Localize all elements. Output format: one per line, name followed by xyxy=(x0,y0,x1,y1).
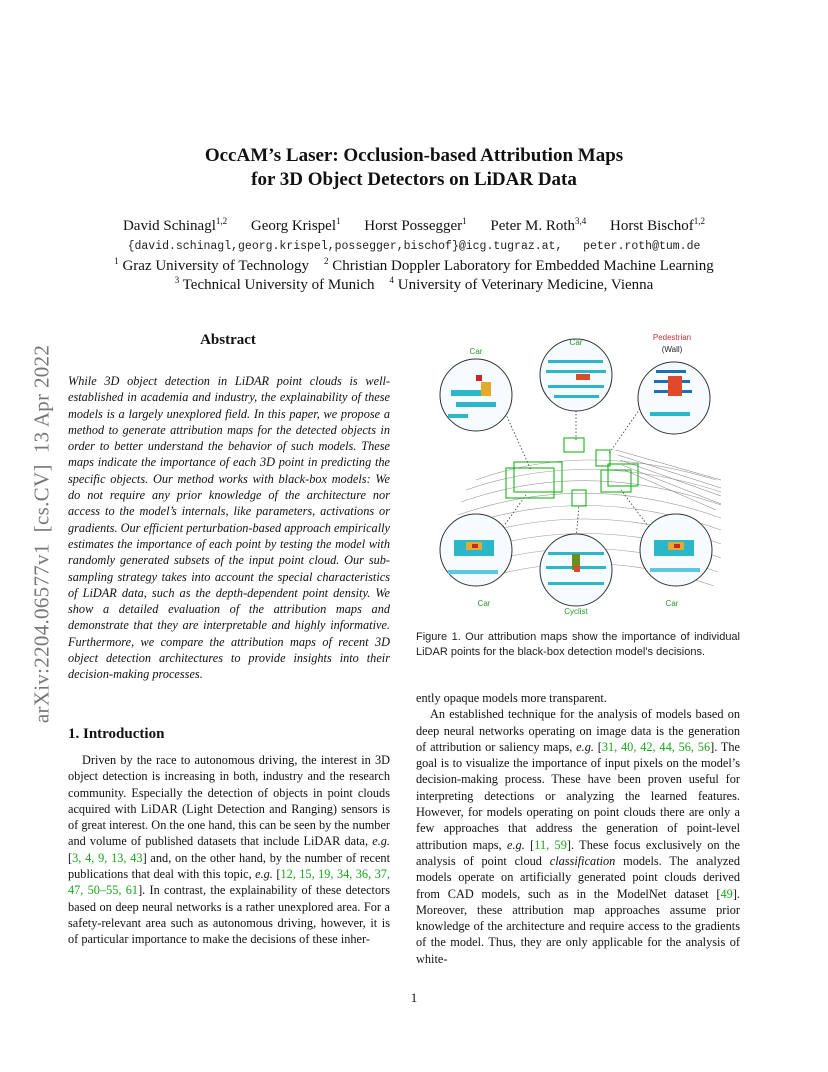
affiliation-line-2: $^3$ Technical University of Munich $^4$ University of Veterinary Medicine, Vienna xyxy=(174,275,654,293)
author-emails: {david.schinagl,georg.krispel,possegger,bischof}@icg.tugraz.at, peter.roth@tum.de xyxy=(127,240,701,253)
text-run: Driven by the race to autonomous driving, the interest in 3D object detection is increasing in both, industry and the research community. Especially the detection of objects in point clouds acquired with LiDAR (Light Detection and Ranging) sensors is of great interest. On the one hand, this can be seen by the number and volume of published datasets that include LiDAR data, xyxy=(68,753,391,849)
citation-link[interactable]: 11, 59 xyxy=(534,837,567,852)
title-line-2: for 3D Object Detectors on LiDAR Data xyxy=(251,169,577,190)
italic-text: e.g. xyxy=(507,837,525,852)
author: Horst Bischof$^{1,2}$ xyxy=(610,216,706,234)
paper-title xyxy=(0,144,828,192)
text-run: [ xyxy=(524,837,535,852)
arxiv-id: arXiv:2204.06577v1 [cs.CV] 13 Apr 2022 xyxy=(29,344,54,724)
abstract-heading: Abstract xyxy=(200,332,256,348)
arxiv-stamp xyxy=(22,284,62,784)
wall-points xyxy=(616,450,721,510)
label-wall: (Wall) xyxy=(661,345,683,354)
intro-body xyxy=(68,752,390,948)
zoom-circle-pedestrian xyxy=(638,362,710,434)
italic-text: e.g. xyxy=(576,739,594,754)
label-car-top-left: Car xyxy=(469,347,483,356)
label-car-top-center: Car xyxy=(569,338,583,347)
paragraph-continuation: ently opaque models more transparent. xyxy=(416,691,607,705)
author: Georg Krispel$^1$ xyxy=(250,216,341,234)
text-run: ]. The goal is to visualize the importance of input pixels on the model’s decision-making process. These have been proven useful for interpreting detections or analyzing the learned features. However, for models operating on point clouds there are only a few approaches that address the generation of point-level attribution maps, xyxy=(416,739,740,852)
label-pedestrian: Pedestrian xyxy=(652,333,692,342)
related-work-paragraph xyxy=(416,706,740,967)
zoom-circle-car-top-center xyxy=(540,339,612,411)
italic-text: classification xyxy=(549,853,616,868)
section-heading-introduction: 1. Introduction xyxy=(68,726,165,742)
author: David Schinagl$^{1,2}$ xyxy=(122,216,228,234)
figure-1-caption: Figure 1. Our attribution maps show the importance of individual LiDAR points for the black-box detection model’s decisions. xyxy=(416,631,740,658)
italic-text: e.g. xyxy=(255,867,273,882)
figure-1-attribution-maps xyxy=(436,330,726,620)
text-run: ]. These focus exclusively on the analysis of point cloud xyxy=(416,837,740,868)
zoom-circle-cyclist xyxy=(540,534,612,606)
intro-paragraph xyxy=(68,752,390,948)
text-run: models. The analyzed models operate on artificially generated point clouds derived from CAD models, such as in the ModelNet dataset [ xyxy=(416,853,740,901)
italic-text: e.g. xyxy=(372,834,390,849)
author: Horst Possegger$^1$ xyxy=(364,216,467,234)
text-run: ]. In contrast, the explainability of these detectors based on deep neural networks is a rather unexplored area. For a safety-relevant area such as autonomous driving, however, it is of particular importance to make the decisions of these inher- xyxy=(68,883,390,947)
page-number: 1 xyxy=(410,990,418,1005)
citation-link[interactable]: 31, 40, 42, 44, 56, 56 xyxy=(601,739,711,754)
abstract-body: While 3D object detection in LiDAR point clouds is well-established in academia and industry, the explainability of these models is a largely unexplored field. In this paper, we propose a method to generate attribution maps for the detected objects in order to better understand the behavior of such models. These maps indicate the importance of each 3D point in predicting the specific objects. Our method works with black-box models: We do not require any prior knowledge of the architecture nor access to the model’s internals, like parameters, activations or gradients. Our efficient perturbation-based approach empirically estimates the importance of each point by testing the model with randomly generated subsets of the input point cloud. Our sub-sampling strategy takes into account the special characteristics of LiDAR data, such as the depth-dependent point density. We show a detailed evaluation of the attribution maps and demonstrate that they are interpretable and highly informative. Furthermore, we compare the attribution maps of recent 3D object detection architectures to provide insights into their decision-making processes. xyxy=(68,374,390,682)
affiliation-line-1: $^1$ Graz University of Technology $^2$ Christian Doppler Laboratory for Embedded Machine Learning xyxy=(114,256,714,274)
title-line-1: OccAM’s Laser: Occlusion-based Attribution Maps xyxy=(204,145,624,166)
text-run: [ xyxy=(68,850,73,865)
author-list xyxy=(0,218,828,235)
citation-link[interactable]: 3, 4, 9, 13, 43 xyxy=(72,850,143,865)
text-run: An established technique for the analysis of models based on deep neural networks operating on image data is the generation of attribution or saliency maps, xyxy=(416,707,740,754)
right-column-body xyxy=(416,690,740,967)
text-run: ] and, on the other hand, by the number of recent publications that deal with this topic, xyxy=(68,850,390,882)
author: Peter M. Roth$^{3,4}$ xyxy=(490,216,587,234)
zoom-circle-car-bottom-right xyxy=(640,514,712,586)
citation-link[interactable]: 49 xyxy=(720,886,733,901)
label-car-bottom-right: Car xyxy=(665,599,679,608)
zoom-circle-car-bottom-left xyxy=(440,514,512,586)
text-run: [ xyxy=(272,867,281,882)
text-run: [ xyxy=(593,739,602,754)
text-run: ]. Moreover, these attribution map approaches assume prior knowledge of the architecture and require access to the gradients of the model. Thus, they are only applicable for the analysis of white- xyxy=(416,886,740,966)
label-car-bottom-left: Car xyxy=(477,599,491,608)
citation-link[interactable]: 12, 15, 19, 34, 36, 37, 47, 50–55, 61 xyxy=(68,867,390,898)
label-cyclist: Cyclist xyxy=(564,607,588,616)
zoom-circle-car-top-left xyxy=(440,359,512,431)
